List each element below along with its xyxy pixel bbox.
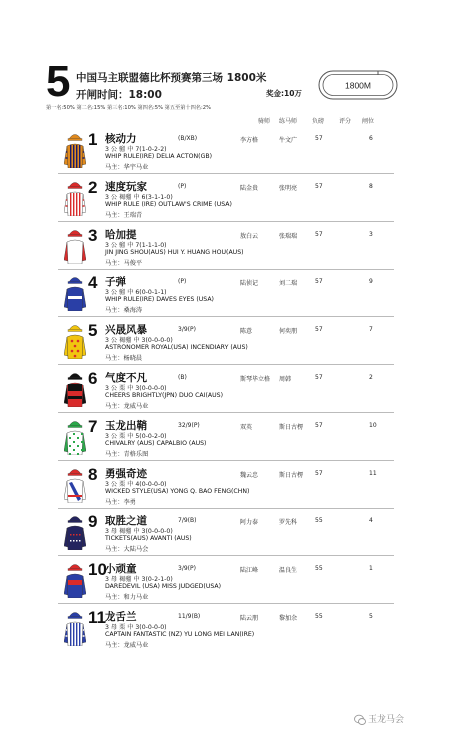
horse-gear: 7/9(B) [178,517,197,525]
jockey-name: 李方格 [240,137,259,144]
jockey-silk-icon [64,417,86,455]
jockey-silk-icon [64,512,86,550]
jockey-silk-icon [64,608,86,646]
jockey-name: 阿力泰 [240,519,259,527]
row-divider [58,603,394,604]
horse-number: 7 [88,416,98,436]
horse-pedigree: DAREDEVIL (USA) MISS JUDGED(USA) [105,583,222,591]
trainer-name: 何奕朋 [279,328,298,336]
barrier-gate: 2 [369,374,373,381]
horse-number: 9 [88,512,98,532]
horse-gear: 32/9(P) [178,421,200,429]
horse-owner: 马主：王瑞青 [105,211,143,219]
track-diagram [318,70,398,100]
horse-number: 6 [88,369,98,388]
horse-number: 5 [88,321,98,341]
carried-weight: 55 [315,565,323,573]
horse-name: 玉龙出鞘 [105,419,147,432]
horse-profile: 3 公 骝 中 6(0-0-1-1) [105,289,167,297]
horse-name: 取胜之道 [105,515,147,528]
horse-owner: 马主：大陆马会 [105,546,149,554]
row-divider [58,173,394,174]
jockey-name: 陆侦记 [240,280,259,288]
barrier-gate: 6 [369,135,373,142]
trainer-name: 张明亮 [279,184,298,192]
col-trainer: 练马师 [279,118,298,125]
horse-profile: 3 母 褐骝 中 3(0-2-1-0) [105,576,173,584]
jockey-name: 陆江峰 [240,567,259,575]
jockey-silk-icon [64,369,86,407]
jockey-name: 敖白云 [240,232,259,240]
barrier-gate: 11 [369,469,377,477]
horse-name: 小顽童 [105,563,137,576]
col-weight: 负磅 [312,118,325,125]
horse-number: 8 [88,464,98,484]
horse-profile: 3 公 褐骝 中 6(3-1-1-0) [105,193,173,201]
horse-pedigree: CHIVALRY (AUS) CAPALBIO (AUS) [105,439,207,447]
row-divider [58,508,394,509]
trainer-name: 周韩 [279,376,292,383]
footer-brand: 玉龙马会 [368,715,405,725]
horse-name: 核动力 [105,133,137,145]
horse-owner: 马主：青格乐图 [105,450,149,458]
barrier-gate: 9 [369,278,373,286]
horse-profile: 3 公 骝 中 7(1-1-1-0) [105,241,167,249]
col-gate: 闸位 [362,118,375,125]
barrier-gate: 1 [369,565,373,573]
barrier-gate: 5 [369,613,373,620]
jockey-silk-icon [64,226,86,264]
horse-profile: 3 公 栗 中 3(0-0-0-0) [105,385,167,392]
prize-divisions: 第一名:50% 第二名:15% 第三名:10% 第四名:5% 第五至第十四名:2% [46,105,211,111]
barrier-gate: 4 [369,517,373,525]
horse-name: 气度不凡 [105,372,147,384]
horse-profile: 3 公 栗 中 5(0-0-2-0) [105,432,167,440]
horse-name: 勇强奇迹 [105,467,147,480]
barrier-gate: 10 [369,421,377,429]
trainer-name: 斯日古楞 [279,423,304,431]
race-number: 5 [46,57,71,106]
horse-name: 子弹 [105,276,126,289]
jockey-silk-icon [64,273,86,311]
jockey-name: 陆云朋 [240,615,259,622]
horse-profile: 3 母 栗 中 3(0-0-0-0) [105,624,167,631]
trainer-name: 罗先科 [279,519,298,527]
col-rating: 评分 [339,118,352,125]
horse-pedigree: WHIP RULE (IRE) OUTLAW'S CRIME (USA) [105,200,232,208]
open-time: 开闸时间：18:00 [76,89,162,101]
jockey-silk-icon [64,130,86,168]
barrier-gate: 3 [369,230,373,238]
trainer-name: 斯日古楞 [279,471,304,479]
horse-number: 2 [88,177,98,197]
horse-pedigree: WHIP RULE(IRE) DELIA ACTON(GB) [105,153,213,160]
horse-gear: 3/9(P) [178,326,196,334]
row-divider [58,460,394,461]
horse-gear: 11/9(B) [178,613,201,620]
jockey-name: 魏云忠 [240,471,259,479]
horse-gear: (P) [178,182,187,190]
jockey-silk-icon [64,560,86,598]
carried-weight: 57 [315,374,323,381]
horse-pedigree: JIN JING SHOU(AUS) HUI Y. HUANG HOU(AUS) [105,248,244,256]
horse-pedigree: WICKED STYLE(USA) YONG Q. BAO FENG(CHN) [105,487,250,495]
horse-owner: 马主：龙威马业 [105,642,149,649]
carried-weight: 57 [315,278,323,286]
jockey-name: 陆金贵 [240,184,259,192]
horse-pedigree: CHEERS BRIGHTLY(JPN) DUO CAI(AUS) [105,392,223,399]
row-divider [58,269,394,270]
horse-name: 速度玩家 [105,180,147,193]
row-divider [58,364,394,365]
horse-pedigree: TICKETS(AUS) AVANTI (AUS) [105,535,192,543]
horse-owner: 马主：桑海涛 [105,307,143,315]
jockey-name: 斯琴毕立格 [240,376,271,383]
row-divider [58,316,394,317]
jockey-silk-icon [64,465,86,503]
carried-weight: 57 [315,326,323,334]
track-label: 1800M [345,80,371,91]
horse-number: 1 [88,130,98,149]
carried-weight: 57 [315,421,323,429]
horse-gear: 3/9(P) [178,565,196,573]
horse-name: 兴晟风暴 [105,324,147,337]
horse-profile: 3 公 骝 中 7(1-0-2-2) [105,146,167,153]
row-divider [58,412,394,413]
jockey-silk-icon [64,321,86,359]
trainer-name: 张瑞瑞 [279,232,298,240]
col-jockey: 骑师 [258,118,271,125]
horse-profile: 3 公 褐骝 中 3(0-0-0-0) [105,337,173,345]
horse-gear: (B) [178,374,187,381]
barrier-gate: 8 [369,182,373,190]
horse-pedigree: ASTRONOMER ROYAL(USA) INCENDIARY (AUS) [105,344,248,352]
barrier-gate: 7 [369,326,373,334]
horse-number: 4 [88,273,98,293]
trainer-name: 刘二瑞 [279,280,298,288]
row-divider [58,221,394,222]
jockey-silk-icon [64,178,86,216]
horse-number: 3 [88,225,98,245]
trainer-name: 温良生 [279,567,298,575]
trainer-name: 黎加余 [279,615,298,622]
horse-owner: 马主：华宇马业 [105,164,149,171]
race-title: 中国马主联盟德比杯预赛第三场 1800米 [76,72,267,84]
jockey-name: 双英 [240,423,253,431]
row-divider [58,555,394,556]
horse-owner: 马主：李勇 [105,498,136,506]
horse-number: 11 [88,608,106,627]
carried-weight: 57 [315,135,323,142]
carried-weight: 55 [315,517,323,525]
carried-weight: 55 [315,613,323,620]
carried-weight: 57 [315,230,323,238]
horse-owner: 马主：杨晓晨 [105,355,143,363]
carried-weight: 57 [315,469,323,477]
horse-profile: 3 公 栗 中 4(0-0-0-0) [105,480,167,488]
horse-owner: 马主：龙威马业 [105,403,149,410]
horse-profile: 3 母 褐骝 中 3(0-0-0-0) [105,528,173,536]
carried-weight: 57 [315,182,323,190]
horse-owner: 马主：马俊平 [105,259,143,267]
horse-name: 哈加提 [105,228,137,241]
jockey-name: 陈意 [240,328,253,336]
horse-pedigree: CAPTAIN FANTASTIC (NZ) YU LONG MEI LAN(IRE) [105,631,255,638]
trainer-name: 牛文广 [279,137,298,144]
wechat-logo-icon [354,711,366,723]
horse-owner: 马主：和力马业 [105,594,149,602]
prize: 奖金:10万 [266,89,302,98]
horse-name: 龙舌兰 [105,611,137,623]
horse-gear: (P) [178,278,187,286]
horse-pedigree: WHIP RULE(IRE) DAVES EYES (USA) [105,296,214,304]
horse-number: 10 [88,560,107,580]
horse-gear: (B/XB) [178,135,198,142]
